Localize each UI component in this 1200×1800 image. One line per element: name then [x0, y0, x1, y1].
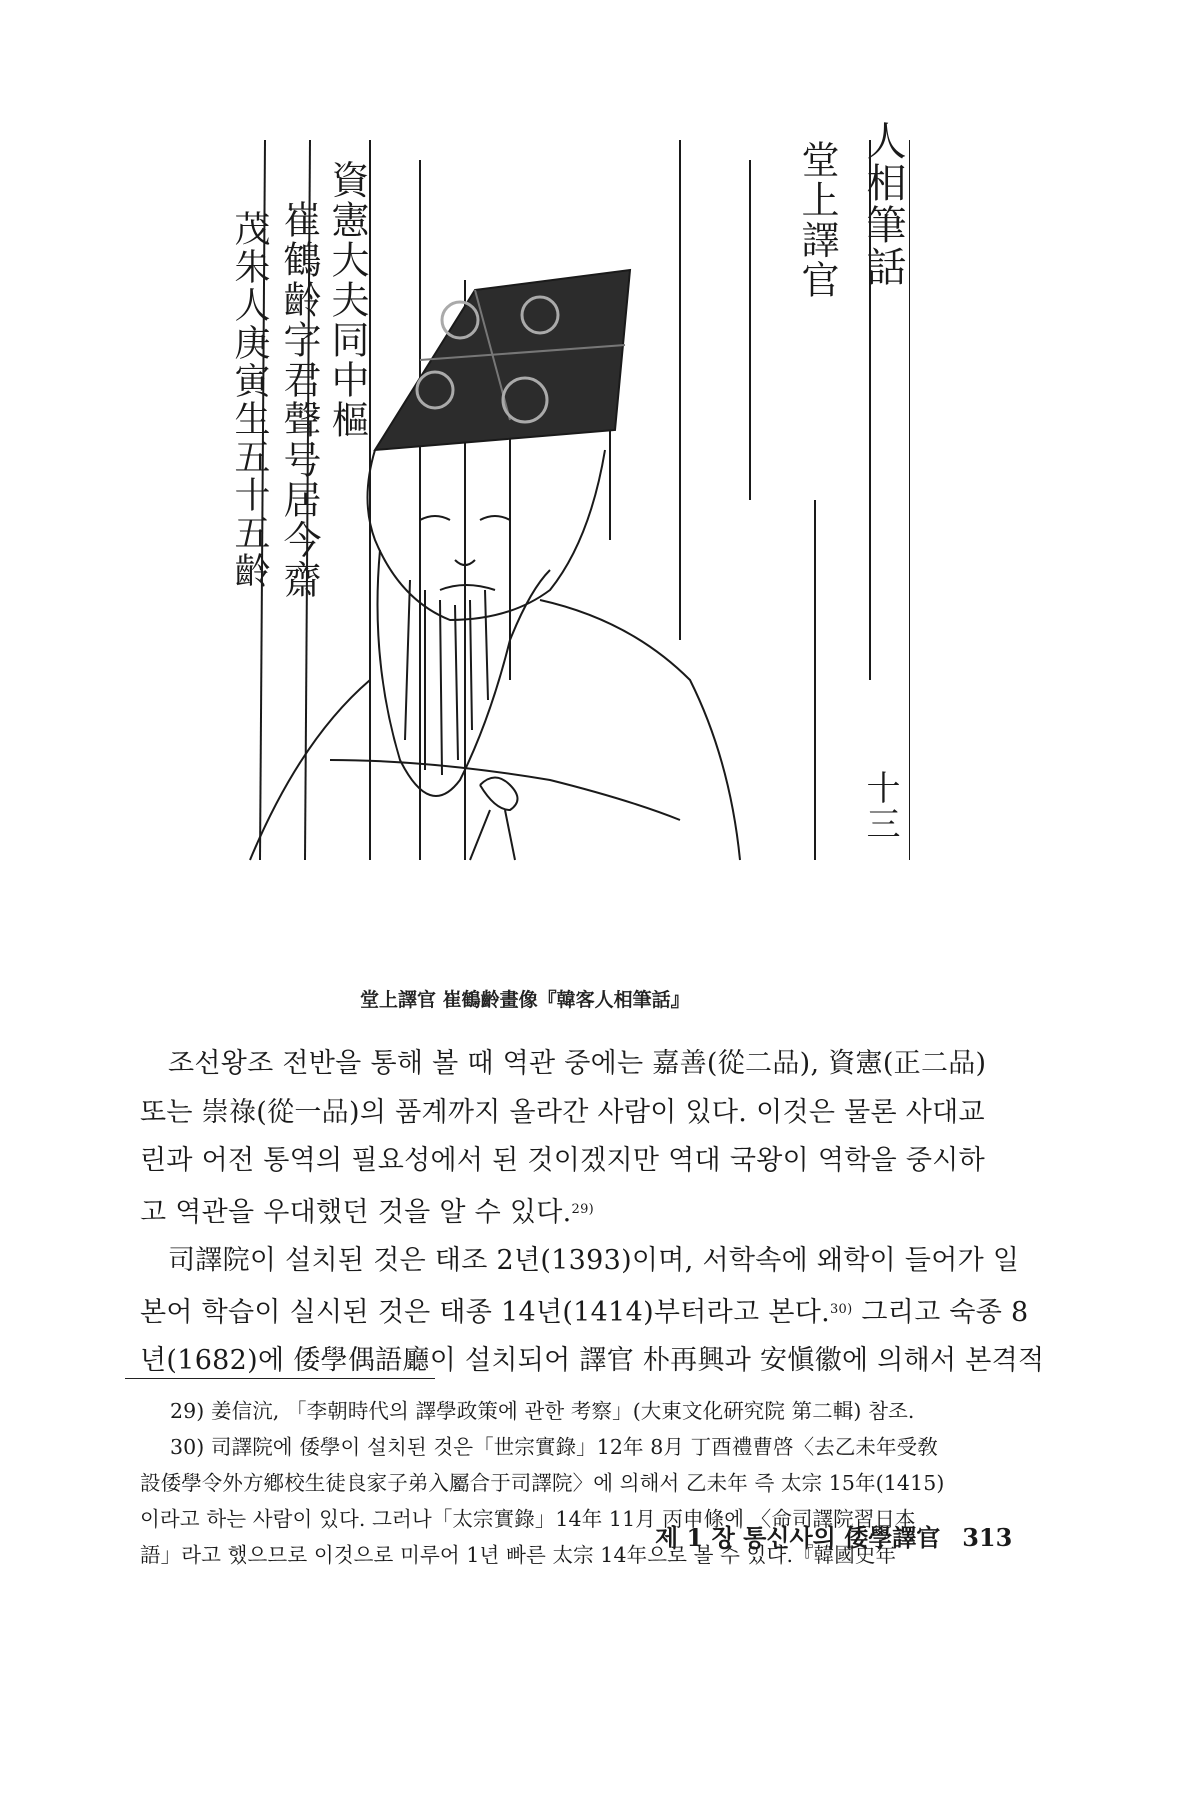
vertical-origin-text: 茂朱人庚寅生五十五齡 — [229, 210, 270, 590]
body-text — [140, 1040, 1080, 1386]
body-line: 司譯院이 설치된 것은 태조 2년(1393)이며, 서학속에 왜학이 들어가 일 — [168, 1245, 1020, 1276]
portrait-illustration — [210, 120, 910, 980]
footnote-line: 設倭學令外方鄕校生徒良家子弟入屬合于司譯院〉에 의해서 乙未年 즉 太宗 15年(1415) — [140, 1471, 945, 1495]
vertical-rank-text: 資憲大夫同中樞 — [325, 160, 369, 440]
body-line-text: 본어 학습이 실시된 것은 태종 14년(1414)부터라고 본다. — [140, 1296, 830, 1328]
body-line-text: 그리고 숙종 8 — [852, 1296, 1029, 1328]
vertical-folio-number: 十三 — [860, 770, 900, 842]
footnote-line: 이라고 하는 사람이 있다. 그러나「太宗實錄」14年 11月 丙申條에 〈命司譯院習日本 — [140, 1507, 916, 1531]
footnote-ref: 29) — [571, 1201, 595, 1217]
body-line: 년(1682)에 倭學偶語廳이 설치되어 譯官 朴再興과 安愼徽에 의해서 본격적 — [140, 1345, 1045, 1376]
footnote-line: 30) 司譯院에 倭學이 설치된 것은「世宗實錄」12年 8月 丁酉禮曹啓〈去乙未年受敎 — [170, 1435, 938, 1459]
footnote-ref: 30) — [829, 1301, 853, 1317]
footnote-line: 語」라고 했으므로 이것으로 미루어 1년 빠른 太宗 14年으로 볼 수 있다.『韓國史年 — [140, 1543, 897, 1567]
running-footer — [655, 1518, 1080, 1553]
body-line — [140, 1286, 1080, 1338]
vertical-book-title: 人相筆話 — [860, 120, 906, 288]
page-number: 313 — [962, 1523, 1013, 1552]
vertical-name-text: 崔鶴齡字君聲号居今齋 — [277, 200, 321, 600]
body-line: 조선왕조 전반을 통해 볼 때 역관 중에는 嘉善(從二品), 資憲(正二品) — [168, 1048, 987, 1079]
body-line — [140, 1186, 1080, 1238]
vertical-title-text: 堂上譯官 — [795, 140, 839, 300]
chapter-title: 제 1 장 통신사의 倭學譯官 — [655, 1523, 941, 1552]
footnote-line: 29) 姜信沆, 「李朝時代의 譯學政策에 관한 考察」(大東文化硏究院 第二輯) 참조. — [170, 1399, 915, 1423]
figure-caption: 堂上譯官 崔鶴齡畫像『韓客人相筆話』 — [360, 989, 690, 1011]
body-line: 또는 崇祿(從一品)의 품계까지 올라간 사람이 있다. 이것은 물론 사대교 — [140, 1096, 985, 1128]
body-line-text: 고 역관을 우대했던 것을 알 수 있다. — [140, 1196, 572, 1228]
footnote-divider — [125, 1378, 435, 1379]
body-line: 린과 어전 통역의 필요성에서 된 것이겠지만 역대 국왕이 역학을 중시하 — [140, 1145, 986, 1176]
